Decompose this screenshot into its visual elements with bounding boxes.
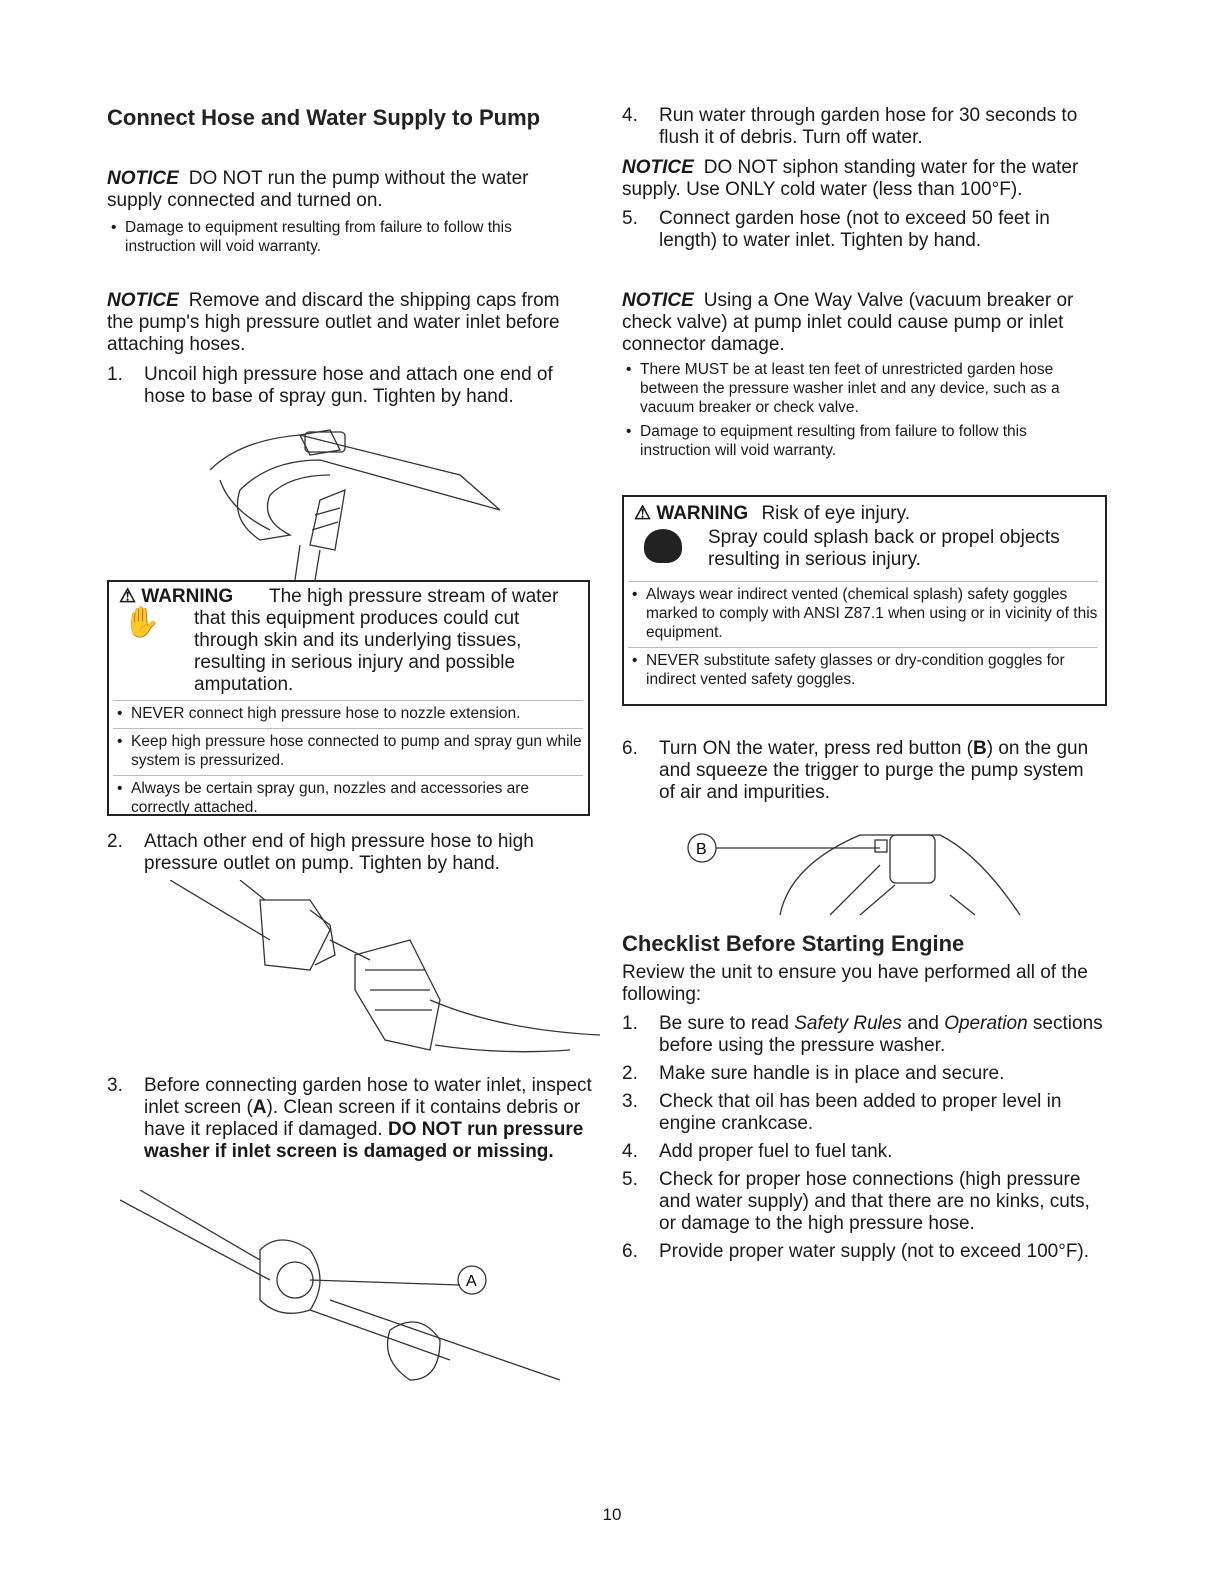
warning-icon: ⚠ xyxy=(119,586,137,607)
callout-a: A xyxy=(466,1273,477,1290)
checklist-title: Checklist Before Starting Engine xyxy=(622,931,965,956)
goggles-icon xyxy=(644,529,682,563)
bullet: • Always wear indirect vented (chemical splash) safety goggles marked to comply with ANSI Z87.1 when using or in vicinity of this equipment. xyxy=(628,581,1098,642)
notice-text: DO NOT run the pump without the water supply connected and turned on. xyxy=(107,168,529,211)
bullet: • Damage to equipment resulting from failure to follow this instruction will void warranty. xyxy=(622,422,1092,460)
page-number: 10 xyxy=(602,1505,622,1524)
spray-gun-illustration xyxy=(200,420,510,580)
callout-b: B xyxy=(696,841,707,858)
bullet: • Always be certain spray gun, nozzles and accessories are correctly attached. xyxy=(113,775,583,817)
notice-block: NOTICE DO NOT siphon standing water for the water supply. Use ONLY cold water (less than 100°F). xyxy=(622,157,1079,200)
inlet-screen-illustration xyxy=(120,1190,580,1390)
step-5: 5. Connect garden hose (not to exceed 50 feet in length) to water inlet. Tighten by hand. xyxy=(622,208,1050,251)
bullet: • Keep high pressure hose connected to pump and spray gun while system is pressurized. xyxy=(113,728,583,770)
warning-text: The high pressure stream of water that this equipment produces could cut through skin and its underlying tissues, resulting in serious injury and possible amputation. xyxy=(194,586,559,695)
checklist-item: 4. Add proper fuel to fuel tank. xyxy=(622,1141,893,1162)
warning-box: ⚠ WARNING Risk of eye injury. Spray could splash back or propel objects resulting in serious injury. • Always wear indirect vented (chemical splash) safety goggles marked to comply with ANSI Z87.1 when using or in vicinity of this equipment. • NEVER substitute safety glasses or dry-condition goggles for indirect vented safety goggles. xyxy=(622,495,1107,706)
bullet: • There MUST be at least ten feet of unrestricted garden hose between the pressure washer inlet and any device, such as a vacuum breaker or check valve. xyxy=(622,360,1092,417)
warning-tag: WARNING xyxy=(141,586,234,607)
notice-block xyxy=(107,168,577,261)
checklist-intro: Review the unit to ensure you have performed all of the following: xyxy=(622,962,1088,1005)
bullet: • Damage to equipment resulting from failure to follow this instruction will void warranty. xyxy=(107,218,577,256)
step-4: 4. Run water through garden hose for 30 seconds to flush it of debris. Turn off water. xyxy=(622,105,1078,148)
notice-block xyxy=(107,290,587,414)
checklist-item: 5. Check for proper hose connections (high pressure and water supply) and that there are no kinks, cuts, or damage to the high pressure hose. xyxy=(622,1169,1090,1234)
hose-outlet-illustration xyxy=(170,880,600,1060)
notice-text: Remove and discard the shipping caps from the pump's high pressure outlet and water inlet before attaching hoses. xyxy=(107,290,560,355)
notice-tag: NOTICE xyxy=(107,168,179,189)
gun-button-illustration xyxy=(680,815,1040,920)
warning-icon: ⚠ xyxy=(634,503,652,524)
checklist-item: 6. Provide proper water supply (not to exceed 100°F). xyxy=(622,1241,1090,1262)
checklist-item: 3. Check that oil has been added to proper level in engine crankcase. xyxy=(622,1091,1062,1134)
section-title: Connect Hose and Water Supply to Pump xyxy=(107,105,541,130)
bullet: • NEVER substitute safety glasses or dry-condition goggles for indirect vented safety goggles. xyxy=(628,647,1098,689)
checklist xyxy=(622,1013,1107,1269)
step-2: 2. Attach other end of high pressure hose to high pressure outlet on pump. Tighten by hand. xyxy=(107,831,534,874)
warning-box xyxy=(107,580,590,816)
checklist-item: 2. Make sure handle is in place and secure. xyxy=(622,1063,1005,1084)
checklist-item: 1. Be sure to read Safety Rules and Operation sections before using the pressure washer. xyxy=(622,1013,1103,1056)
cut-hazard-icon: ✋ xyxy=(123,606,161,639)
notice-block: NOTICE Using a One Way Valve (vacuum breaker or check valve) at pump inlet could cause pump or inlet connector damage. • There MUST be at least ten feet of unrestricted garden hose between the pressure washer inlet and any device, such as a vacuum breaker or check valve. • Damage to equipment resulting from failure to follow this instruction will void warranty. xyxy=(622,290,1092,465)
step-6: 6. Turn ON the water, press red button (B) on the gun and squeeze the trigger to purge the pump system of air and impurities. xyxy=(622,738,1089,803)
step-3: 3. Before connecting garden hose to water inlet, inspect inlet screen (A). Clean screen if it contains debris or have it replaced if damaged. DO NOT run pressure washer if inlet screen is damaged or missing. xyxy=(107,1075,592,1162)
step-1: 1. Uncoil high pressure hose and attach one end of hose to base of spray gun. Tighten by hand. xyxy=(107,364,553,407)
bullet: • NEVER connect high pressure hose to nozzle extension. xyxy=(113,700,583,723)
notice-tag: NOTICE xyxy=(107,290,179,311)
